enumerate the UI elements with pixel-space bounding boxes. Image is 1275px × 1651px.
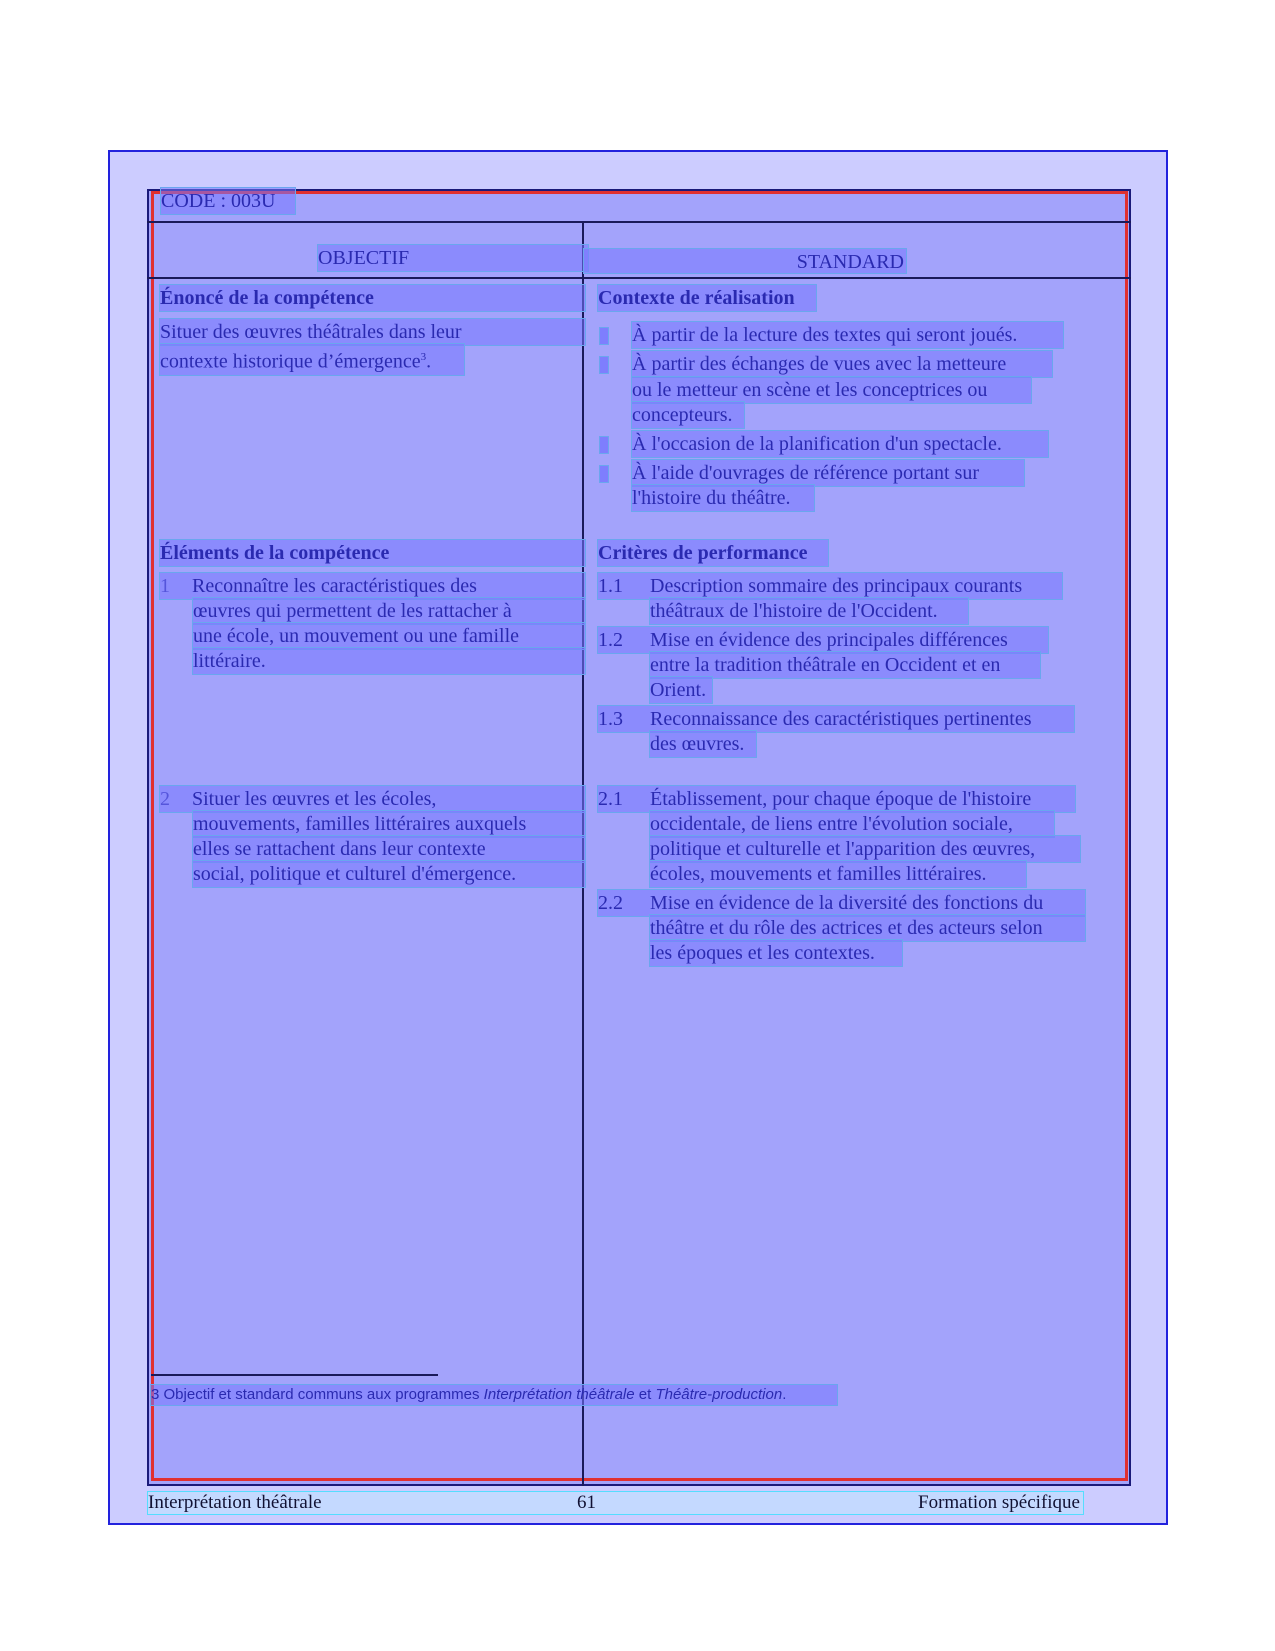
critere-number: 2.1	[598, 788, 623, 810]
element-2-line-4: social, politique et culturel d'émergence.	[193, 861, 585, 887]
critere-2-1-line-3: politique et culturelle et l'apparition des œuvres,	[650, 836, 1080, 862]
footnote-reference: 3	[420, 351, 427, 363]
contexte-bullet-3: À l'occasion de la planification d'un spectacle.	[632, 431, 1048, 457]
header-standard: STANDARD	[584, 249, 906, 273]
rule-under-headers	[147, 277, 1131, 279]
critere-1-2-line-1: 1.2 Mise en évidence des principales différences	[598, 627, 1048, 653]
critere-2-1-line-4: écoles, mouvements et familles littéraires.	[650, 861, 1026, 887]
enonce-line-2: contexte historique d’émergence$^3$.	[160, 344, 464, 375]
enonce-title: Énoncé de la compétence	[160, 285, 585, 311]
elements-title: Éléments de la compétence	[160, 540, 585, 566]
critere-2-2-line-2: théâtre et du rôle des actrices et des acteurs selon	[650, 915, 1085, 941]
contexte-bullet-1: À partir de la lecture des textes qui seront joués.	[632, 322, 1063, 348]
rule-under-code	[147, 221, 1131, 223]
critere-2-1-line-2: occidentale, de liens entre l'évolution sociale,	[650, 811, 1054, 837]
bullet-icon	[600, 466, 608, 482]
code-label: CODE : 003U	[161, 188, 295, 214]
enonce-line-1: Situer des œuvres théâtrales dans leur	[160, 319, 585, 345]
criteres-title: Critères de performance	[598, 540, 828, 566]
bullet-icon	[600, 437, 608, 453]
critere-number: 2.2	[598, 892, 623, 914]
element-1-line-1: Reconnaître les caractéristiques des	[160, 573, 585, 599]
bullet-icon	[600, 328, 608, 344]
element-1-line-3: une école, un mouvement ou une famille	[193, 623, 585, 649]
contexte-bullet-4-line-2: l'histoire du théâtre.	[632, 485, 814, 511]
footnote-separator	[151, 1374, 438, 1376]
header-objectif: OBJECTIF	[318, 245, 588, 271]
contexte-bullet-4-line-1: À l'aide d'ouvrages de référence portant sur	[632, 460, 1024, 486]
critere-1-3-line-1: 1.3 Reconnaissance des caractéristiques pertinentes	[598, 706, 1074, 732]
contexte-bullet-2-line-3: concepteurs.	[632, 402, 744, 428]
footnote: 3 Objectif et standard communs aux programmes Interprétation théâtrale et Théâtre-production.	[151, 1385, 837, 1405]
critere-number: 1.1	[598, 575, 623, 597]
contexte-bullet-2-line-2: ou le metteur en scène et les conceptrices ou	[632, 377, 1031, 403]
element-2-line-3: elles se rattachent dans leur contexte	[193, 836, 585, 862]
bullet-icon	[600, 357, 608, 373]
contexte-bullet-2-line-1: À partir des échanges de vues avec la metteure	[632, 351, 1052, 377]
critere-2-2-line-3: les époques et les contextes.	[650, 940, 902, 966]
element-1-line-2: œuvres qui permettent de les rattacher à	[193, 598, 585, 624]
critere-2-1-line-1: 2.1 Établissement, pour chaque époque de l'histoire	[598, 786, 1075, 812]
contexte-title: Contexte de réalisation	[598, 285, 816, 311]
critere-number: 1.3	[598, 708, 623, 730]
critere-1-2-line-2: entre la tradition théâtrale en Occident et en	[650, 652, 1040, 678]
element-2-line-1: Situer les œuvres et les écoles,	[160, 786, 585, 812]
element-2-line-2: mouvements, familles littéraires auxquels	[193, 811, 585, 837]
critere-1-3-line-2: des œuvres.	[650, 731, 756, 757]
footer-page-number: 61	[577, 1492, 596, 1513]
footer-left: Interprétation théâtrale	[148, 1492, 322, 1513]
critere-1-2-line-3: Orient.	[650, 677, 712, 703]
footer-right: Formation spécifique	[918, 1492, 1080, 1513]
critere-number: 1.2	[598, 629, 623, 651]
critere-2-2-line-1: 2.2 Mise en évidence de la diversité des fonctions du	[598, 890, 1085, 916]
element-1-line-4: littéraire.	[193, 648, 585, 674]
critere-1-1-line-2: théâtraux de l'histoire de l'Occident.	[650, 598, 968, 624]
critere-1-1-line-1: 1.1 Description sommaire des principaux courants	[598, 573, 1062, 599]
